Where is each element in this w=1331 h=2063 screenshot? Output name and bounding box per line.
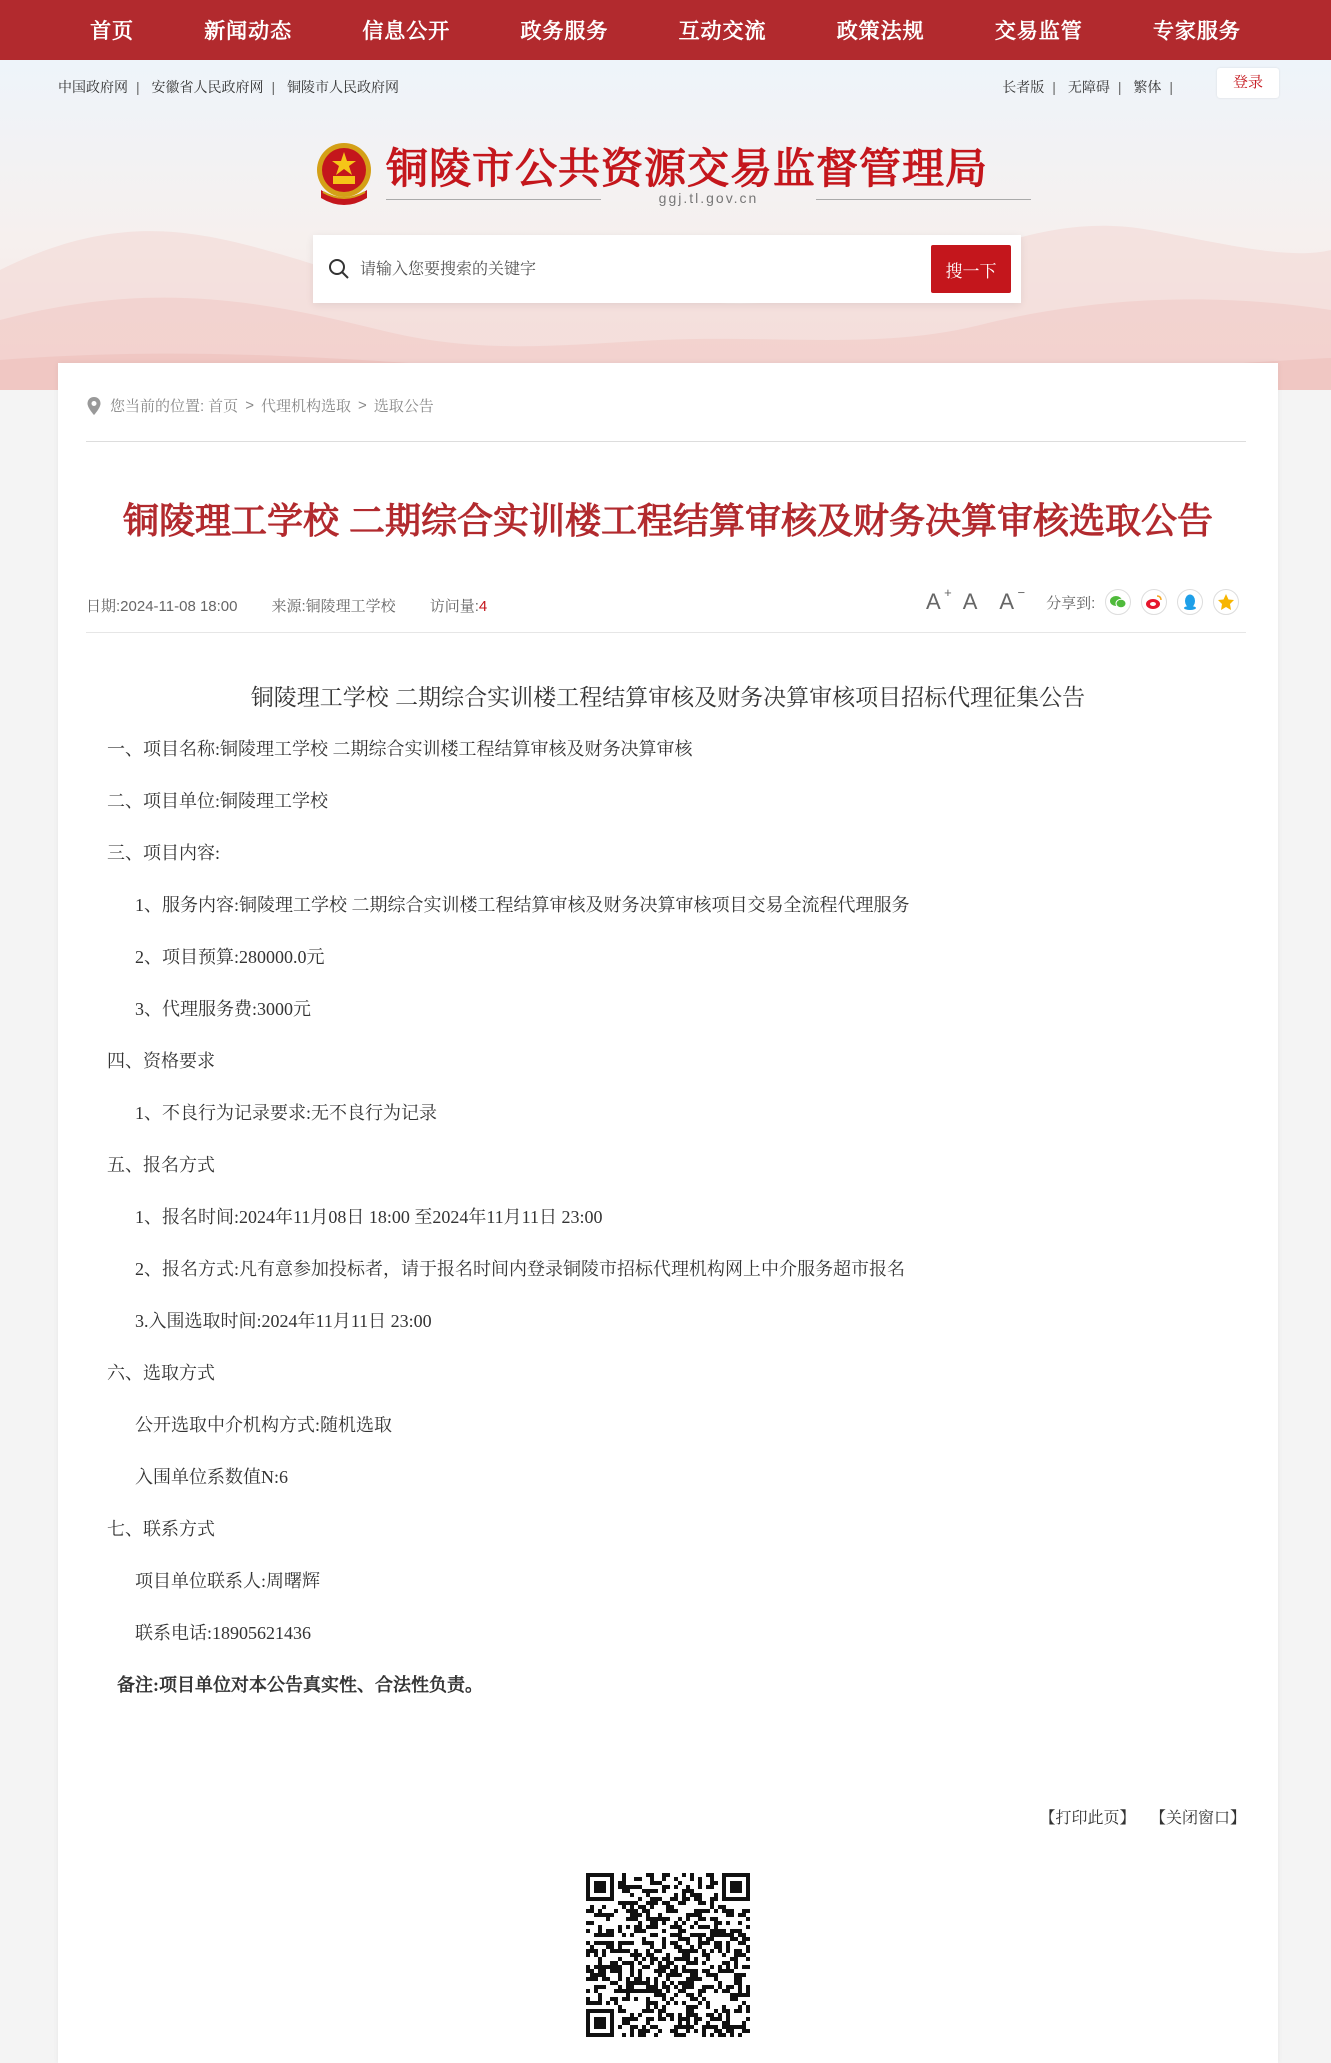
nav-item-news[interactable]: 新闻动态 bbox=[204, 20, 293, 43]
font-default-button[interactable]: A bbox=[962, 589, 978, 614]
content-line: 四、资格要求 bbox=[107, 1051, 215, 1071]
divider bbox=[86, 632, 1246, 633]
article-views: 访问量:4 bbox=[429, 598, 488, 615]
content-line: 项目单位联系人:周曙辉 bbox=[135, 1571, 320, 1591]
top-nav bbox=[0, 0, 1331, 60]
footer-actions bbox=[1030, 1805, 1246, 1828]
breadcrumb-label: 您当前的位置: bbox=[110, 398, 205, 415]
article-card bbox=[58, 363, 1278, 2063]
print-page-link[interactable]: 【打印此页】 bbox=[1039, 1810, 1136, 1827]
article-tools bbox=[926, 587, 1249, 617]
search-bar bbox=[313, 235, 1021, 303]
share-label: 分享到: bbox=[1046, 594, 1096, 612]
link-tongling-gov[interactable]: 铜陵市人民政府网 bbox=[287, 79, 400, 95]
national-emblem-icon bbox=[313, 140, 375, 208]
breadcrumb-separator: > bbox=[357, 397, 367, 414]
nav-item-home[interactable]: 首页 bbox=[90, 20, 135, 43]
content-note: 备注:项目单位对本公告真实性、合法性负责。 bbox=[117, 1675, 483, 1695]
link-anhui-gov[interactable]: 安徽省人民政府网 bbox=[151, 79, 264, 95]
content-line: 2、报名方式:凡有意参加投标者，请于报名时间内登录铜陵市招标代理机构网上中介服务超市报名 bbox=[135, 1259, 905, 1279]
breadcrumb-selection-notice[interactable]: 选取公告 bbox=[373, 398, 434, 415]
link-traditional-chinese[interactable]: 繁体 bbox=[1133, 79, 1162, 95]
content-line: 公开选取中介机构方式:随机选取 bbox=[135, 1415, 392, 1435]
nav-item-gov-service[interactable]: 政务服务 bbox=[520, 20, 609, 43]
content-line: 一、项目名称:铜陵理工学校 二期综合实训楼工程结算审核及财务决算审核 bbox=[107, 739, 693, 759]
site-title: 铜陵市公共资源交易监督管理局 bbox=[386, 145, 989, 192]
accessibility-links: 长者版 | 无障碍 | 繁体 | bbox=[1002, 79, 1173, 95]
close-window-link[interactable]: 【关闭窗口】 bbox=[1149, 1810, 1246, 1827]
content-heading: 铜陵理工学校 二期综合实训楼工程结算审核及财务决算审核项目招标代理征集公告 bbox=[250, 684, 1086, 710]
breadcrumb-home[interactable]: 首页 bbox=[208, 398, 239, 415]
search-icon bbox=[327, 257, 351, 281]
content-line: 二、项目单位:铜陵理工学校 bbox=[107, 791, 328, 811]
search-button[interactable]: 搜一下 bbox=[931, 245, 1011, 293]
mountain-background bbox=[0, 60, 1331, 390]
qr-code-image bbox=[586, 1873, 750, 2037]
content-line: 1、报名时间:2024年11月08日 18:00 至2024年11月11日 23:00 bbox=[135, 1207, 603, 1227]
content-line: 五、报名方式 bbox=[107, 1155, 215, 1175]
search-input[interactable] bbox=[358, 252, 962, 288]
link-china-gov[interactable]: 中国政府网 bbox=[58, 79, 128, 95]
article-title: 铜陵理工学校 二期综合实训楼工程结算审核及财务决算审核选取公告 bbox=[122, 500, 1213, 541]
nav-item-trade-supervision[interactable]: 交易监管 bbox=[994, 20, 1083, 43]
wechat-icon[interactable] bbox=[1105, 589, 1131, 615]
link-elder-version[interactable]: 长者版 bbox=[1002, 79, 1045, 95]
nav-item-policy[interactable]: 政策法规 bbox=[836, 20, 925, 43]
content-line: 联系电话:18905621436 bbox=[135, 1623, 312, 1643]
article-meta bbox=[86, 595, 521, 616]
qq-icon[interactable] bbox=[1177, 589, 1203, 615]
content-line: 1、服务内容:铜陵理工学校 二期综合实训楼工程结算审核及财务决算审核项目交易全流程代理服务 bbox=[135, 895, 910, 915]
location-pin-icon bbox=[86, 396, 102, 416]
content-line: 六、选取方式 bbox=[107, 1363, 215, 1383]
content-line: 入围单位系数值N:6 bbox=[135, 1467, 288, 1487]
login-button[interactable]: 登录 bbox=[1217, 68, 1279, 98]
article-date: 日期:2024-11-08 18:00 bbox=[86, 598, 238, 615]
content-line: 3.入围选取时间:2024年11月11日 23:00 bbox=[135, 1311, 432, 1331]
site-logo[interactable] bbox=[310, 130, 1030, 220]
content-line: 2、项目预算:280000.0元 bbox=[135, 947, 325, 967]
nav-item-expert-service[interactable]: 专家服务 bbox=[1152, 20, 1241, 43]
breadcrumb-agency-selection[interactable]: 代理机构选取 bbox=[260, 398, 351, 415]
site-domain: ggj.tl.gov.cn bbox=[386, 190, 1031, 206]
gov-links: 中国政府网 | 安徽省人民政府网 | 铜陵市人民政府网 bbox=[58, 79, 400, 95]
nav-item-info-public[interactable]: 信息公开 bbox=[362, 20, 451, 43]
site-header bbox=[0, 60, 1331, 390]
qzone-icon[interactable] bbox=[1213, 589, 1239, 615]
breadcrumb-separator: > bbox=[245, 397, 254, 414]
weibo-icon[interactable] bbox=[1141, 589, 1167, 615]
content-line: 七、联系方式 bbox=[107, 1519, 215, 1539]
divider bbox=[86, 441, 1246, 442]
content-line: 3、代理服务费:3000元 bbox=[135, 999, 312, 1019]
article-source: 来源:铜陵理工学校 bbox=[271, 598, 396, 615]
content-line: 三、项目内容: bbox=[107, 843, 221, 863]
font-increase-button[interactable]: A + bbox=[926, 585, 952, 614]
content-line: 1、不良行为记录要求:无不良行为记录 bbox=[135, 1103, 437, 1123]
font-decrease-button[interactable]: A − bbox=[999, 585, 1026, 614]
link-accessibility[interactable]: 无障碍 bbox=[1067, 79, 1110, 95]
nav-item-interaction[interactable]: 互动交流 bbox=[678, 20, 767, 43]
breadcrumb bbox=[86, 395, 438, 416]
